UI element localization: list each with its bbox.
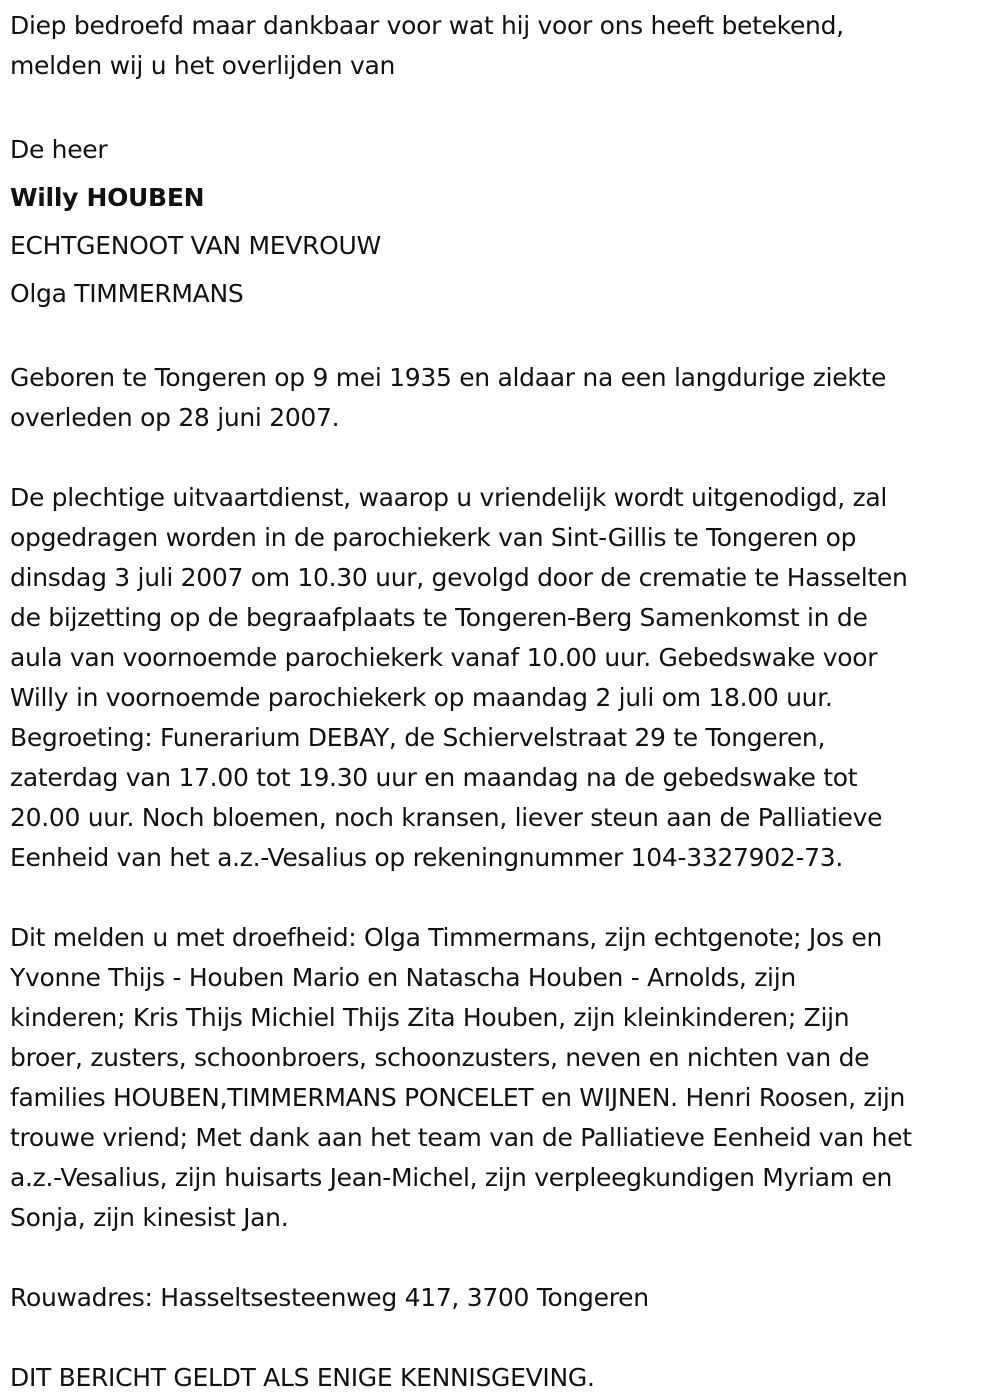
closing-notice-text: DIT BERICHT GELDT ALS ENIGE KENNISGEVING. <box>10 1363 595 1392</box>
birth-death-line: overleden op 28 juni 2007. <box>10 403 340 432</box>
intro-line: melden wij u het overlijden van <box>10 51 396 80</box>
service-line: dinsdag 3 juli 2007 om 10.30 uur, gevolgd door de crematie te Hasselten <box>10 563 908 592</box>
birth-death-line: Geboren te Tongeren op 9 mei 1935 en aldaar na een langdurige ziekte <box>10 363 887 392</box>
deceased-block <box>10 126 995 318</box>
mourning-address <box>10 1278 995 1318</box>
family-line: Dit melden u met droefheid: Olga Timmermans, zijn echtgenote; Jos en <box>10 923 882 952</box>
service-paragraph <box>10 478 995 878</box>
spouse-name: Olga TIMMERMANS <box>10 279 244 308</box>
family-line: Sonja, zijn kinesist Jan. <box>10 1203 289 1232</box>
paragraph-spacer <box>10 86 995 126</box>
relation-label: ECHTGENOOT VAN MEVROUW <box>10 231 381 260</box>
paragraph-spacer <box>10 1238 995 1278</box>
family-line: families HOUBEN,TIMMERMANS PONCELET en WIJNEN. Henri Roosen, zijn <box>10 1083 906 1112</box>
service-line: de bijzetting op de begraafplaats te Tongeren-Berg Samenkomst in de <box>10 603 868 632</box>
service-line: Willy in voornoemde parochiekerk op maandag 2 juli om 18.00 uur. <box>10 683 833 712</box>
family-line: trouwe vriend; Met dank aan het team van de Palliatieve Eenheid van het <box>10 1123 912 1152</box>
family-line: Yvonne Thijs - Houben Mario en Natascha Houben - Arnolds, zijn <box>10 963 796 992</box>
service-line: 20.00 uur. Noch bloemen, noch kransen, liever steun aan de Palliatieve <box>10 803 883 832</box>
birth-death-paragraph <box>10 358 995 438</box>
service-line: Eenheid van het a.z.-Vesalius op rekeningnummer 104-3327902-73. <box>10 843 844 872</box>
deceased-name: Willy HOUBEN <box>10 183 205 212</box>
mourning-address-text: Rouwadres: Hasseltsesteenweg 417, 3700 Tongeren <box>10 1283 649 1312</box>
intro-line: Diep bedroefd maar dankbaar voor wat hij voor ons heeft betekend, <box>10 11 844 40</box>
paragraph-spacer <box>10 438 995 478</box>
paragraph-spacer <box>10 878 995 918</box>
paragraph-spacer <box>10 1318 995 1358</box>
service-line: De plechtige uitvaartdienst, waarop u vriendelijk wordt uitgenodigd, zal <box>10 483 888 512</box>
salutation: De heer <box>10 135 108 164</box>
service-line: Begroeting: Funerarium DEBAY, de Schiervelstraat 29 te Tongeren, <box>10 723 826 752</box>
obituary-document <box>10 6 995 1398</box>
service-line: zaterdag van 17.00 tot 19.30 uur en maandag na de gebedswake tot <box>10 763 858 792</box>
paragraph-spacer <box>10 318 995 358</box>
family-line: a.z.-Vesalius, zijn huisarts Jean-Michel, zijn verpleegkundigen Myriam en <box>10 1163 893 1192</box>
service-line: aula van voornoemde parochiekerk vanaf 10.00 uur. Gebedswake voor <box>10 643 878 672</box>
intro-paragraph <box>10 6 995 86</box>
family-line: broer, zusters, schoonbroers, schoonzusters, neven en nichten van de <box>10 1043 870 1072</box>
closing-notice <box>10 1358 995 1398</box>
service-line: opgedragen worden in de parochiekerk van Sint-Gillis te Tongeren op <box>10 523 857 552</box>
family-line: kinderen; Kris Thijs Michiel Thijs Zita Houben, zijn kleinkinderen; Zijn <box>10 1003 850 1032</box>
family-paragraph <box>10 918 995 1238</box>
